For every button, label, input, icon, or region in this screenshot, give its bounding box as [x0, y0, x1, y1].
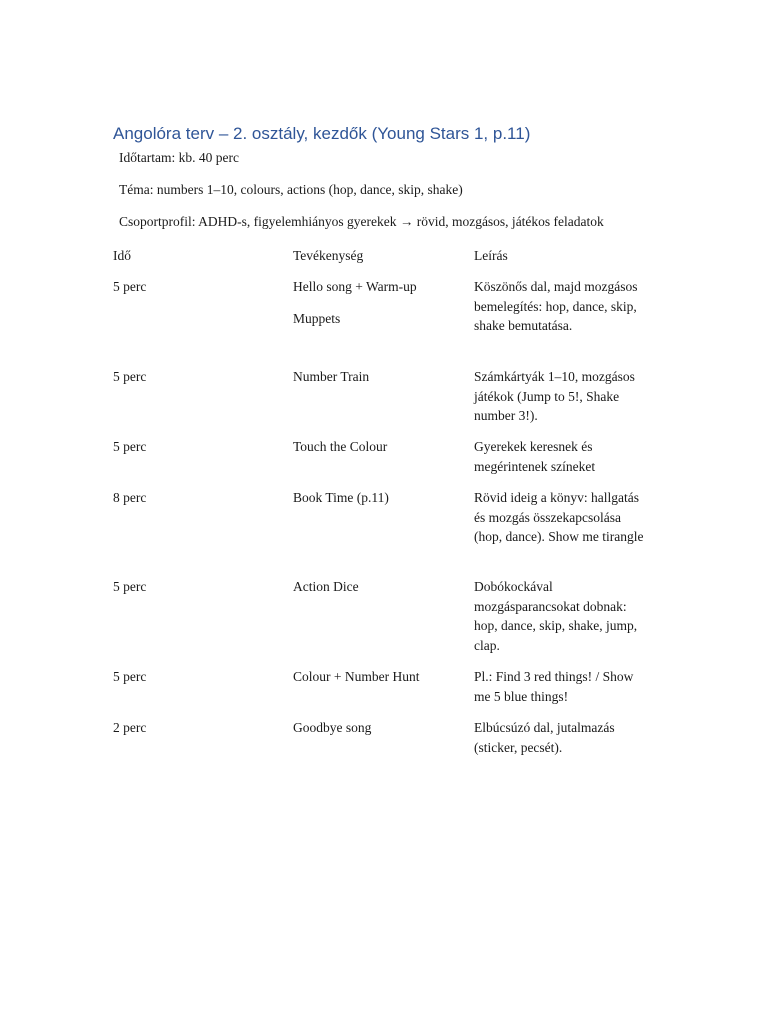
row-1-description: Köszönős dal, majd mozgásos bemelegítés: hop, dance, skip, shake bemutatása. [474, 279, 638, 333]
row-2-time: 5 perc [113, 369, 147, 384]
row-1-time: 5 perc [113, 279, 147, 294]
row-3-activity: Touch the Colour [293, 439, 388, 454]
row-7-description: Elbúcsúzó dal, jutalmazás (sticker, pecsét). [474, 720, 615, 755]
row-5-time: 5 perc [113, 579, 147, 594]
row-2-activity: Number Train [293, 369, 370, 384]
row-2-description: Számkártyák 1–10, mozgásos játékok (Jump to 5!, Shake number 3!). [474, 369, 635, 423]
row-3-time: 5 perc [113, 439, 147, 454]
row-7-time: 2 perc [113, 720, 147, 735]
row-1-activity-line-1: Hello song + Warm-up [293, 279, 417, 294]
row-4-activity: Book Time (p.11) [293, 490, 389, 505]
row-5-activity: Action Dice [293, 579, 359, 594]
row-1-activity-line-2: Muppets [293, 310, 341, 326]
header-description: Leírás [474, 248, 508, 263]
row-5-description: Dobókockával mozgásparancsokat dobnak: hop, dance, skip, shake, jump, clap. [474, 579, 638, 653]
group-profile-line: Csoportprofil: ADHD-s, figyelemhiányos gyerekek → rövid, mozgásos, játékos feladatok [119, 214, 604, 229]
row-4-description: Rövid ideig a könyv: hallgatás és mozgás összekapcsolása (hop, dance). Show me tirangle [474, 490, 644, 544]
page-title: Angolóra terv – 2. osztály, kezdők (Young Stars 1, p.11) [113, 124, 531, 143]
header-activity: Tevékenység [293, 248, 364, 263]
header-time: Idő [113, 248, 131, 263]
row-6-description: Pl.: Find 3 red things! / Show me 5 blue things! [474, 669, 634, 704]
row-6-activity: Colour + Number Hunt [293, 669, 420, 684]
duration-line: Időtartam: kb. 40 perc [119, 150, 239, 165]
row-3-description: Gyerekek keresnek és megérintenek színeket [474, 439, 596, 474]
row-7-activity: Goodbye song [293, 720, 372, 735]
row-4-time: 8 perc [113, 490, 147, 505]
row-1-activity [293, 277, 463, 328]
topic-line: Téma: numbers 1–10, colours, actions (hop, dance, skip, shake) [119, 182, 463, 197]
row-6-time: 5 perc [113, 669, 147, 684]
